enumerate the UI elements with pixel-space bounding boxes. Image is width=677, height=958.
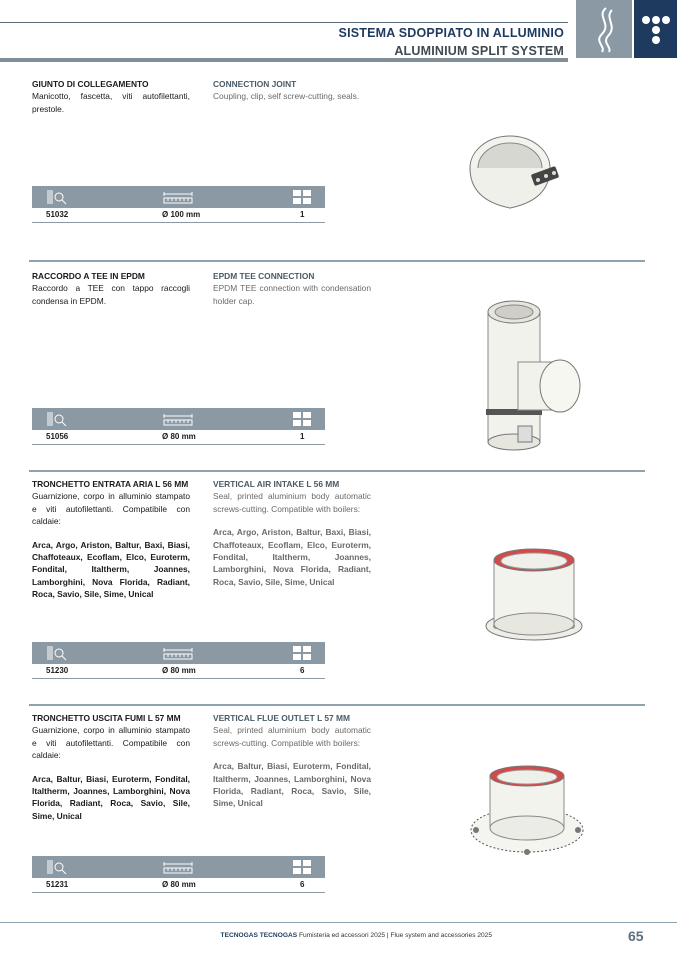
section-divider <box>29 260 645 262</box>
description-it <box>32 270 190 307</box>
compatible-brands-en: Arca, Baltur, Biasi, Euroterm, Fondital, Italtherm, Joannes, Lamborghini, Nova Florida, Radiant, Roca, Savio, Sile, Sime, Unical <box>213 761 371 809</box>
footer-caption: Fumisteria ed accessori 2025 | Flue system and accessories 2025 <box>298 932 492 939</box>
product-desc-it: Raccordo a TEE con tappo raccogli condensa in EPDM. <box>32 283 190 306</box>
product-desc-it: Guarnizione, corpo in alluminio stampato e viti autofilettanti. Compatibile con caldaie: <box>32 725 190 761</box>
product-desc-en: EPDM TEE connection with condensation holder cap. <box>213 283 371 306</box>
product-table <box>32 186 325 223</box>
table-rule <box>32 678 325 679</box>
compatible-brands-it: Arca, Baltur, Biasi, Euroterm, Fondital, Italtherm, Joannes, Lamborghini, Nova Florida, Radiant, Roca, Savio, Sile, Sime, Unical <box>32 773 190 821</box>
product-code: 51032 <box>46 210 69 219</box>
connection-joint-image <box>462 120 572 225</box>
header-rule <box>0 22 568 23</box>
product-code: 51231 <box>46 880 69 889</box>
product-diameter: Ø 80 mm <box>162 432 196 441</box>
product-title-en: VERTICAL FLUE OUTLET L 57 MM <box>213 713 350 723</box>
product-title-en: CONNECTION JOINT <box>213 79 297 89</box>
product-table <box>32 856 325 893</box>
page-number: 65 <box>628 928 644 944</box>
product-qty: 6 <box>300 880 305 889</box>
table-row <box>32 878 325 892</box>
footer-brand: TECNOGAS TECNOGAS <box>220 932 298 939</box>
table-rule <box>32 222 325 223</box>
air-intake-image <box>482 546 586 655</box>
product-table <box>32 642 325 679</box>
product-qty: 1 <box>300 210 305 219</box>
table-icon-header <box>32 186 325 208</box>
product-title-it: TRONCHETTO ENTRATA ARIA L 56 MM <box>32 479 189 489</box>
product-code: 51230 <box>46 666 69 675</box>
tee-connection-image <box>478 292 588 457</box>
flue-outlet-image <box>466 764 588 865</box>
header-bar <box>0 58 568 62</box>
description-it <box>32 78 190 115</box>
product-diameter: Ø 80 mm <box>162 880 196 889</box>
product-qty: 6 <box>300 666 305 675</box>
section-divider <box>29 704 645 706</box>
compatible-brands-en: Arca, Argo, Ariston, Baltur, Baxi, Biasi, Chaffoteaux, Ecoflam, Elco, Euroterm, Fondital, Italtherm, Joannes, Lamborghini, Nova Florida, Radiant, Roca, Savio, Sile, Sime, Unical <box>213 527 371 587</box>
product-diameter: Ø 100 mm <box>162 210 201 219</box>
description-it <box>32 478 190 601</box>
product-title-it: GIUNTO DI COLLEGAMENTO <box>32 79 149 89</box>
page-title: SISTEMA SDOPPIATO IN ALLUMINIO <box>338 26 564 40</box>
footer-rule <box>0 922 677 923</box>
compatible-brands-it: Arca, Argo, Ariston, Baltur, Baxi, Biasi, Chaffoteaux, Ecoflam, Elco, Euroterm, Fondital, Italtherm, Joannes, Lamborghini, Nova Florida, Radiant, Roca, Savio, Sile, Sime, Unical <box>32 539 190 600</box>
description-en <box>213 712 371 810</box>
product-title-it: RACCORDO A TEE IN EPDM <box>32 271 145 281</box>
page-subtitle: ALUMINIUM SPLIT SYSTEM <box>394 44 564 58</box>
section-divider <box>29 470 645 472</box>
description-it <box>32 712 190 822</box>
product-title-en: EPDM TEE CONNECTION <box>213 271 315 281</box>
description-en <box>213 478 371 588</box>
table-rule <box>32 892 325 893</box>
table-row <box>32 208 325 222</box>
table-rule <box>32 444 325 445</box>
footer-text <box>221 932 492 939</box>
dots-logo-icon <box>634 0 677 58</box>
table-row <box>32 430 325 444</box>
table-icon-header <box>32 642 325 664</box>
product-qty: 1 <box>300 432 305 441</box>
product-desc-en: Coupling, clip, self screw-cutting, seals. <box>213 91 360 102</box>
product-table <box>32 408 325 445</box>
product-desc-en: Seal, printed aluminium body automatic screws-cutting. Compatible with boilers: <box>213 491 371 514</box>
product-desc-it: Manicotto, fascetta, viti autofilettanti, prestole. <box>32 91 190 114</box>
product-title-it: TRONCHETTO USCITA FUMI L 57 MM <box>32 713 181 723</box>
table-icon-header <box>32 408 325 430</box>
product-title-en: VERTICAL AIR INTAKE L 56 MM <box>213 479 340 489</box>
product-diameter: Ø 80 mm <box>162 666 196 675</box>
table-row <box>32 664 325 678</box>
description-en <box>213 270 371 307</box>
flue-wave-icon <box>576 0 632 58</box>
product-desc-it: Guarnizione, corpo in alluminio stampato e viti autofilettanti. Compatibile con caldaie: <box>32 491 190 527</box>
product-desc-en: Seal, printed aluminium body automatic screws-cutting. Compatible with boilers: <box>213 725 371 748</box>
product-code: 51056 <box>46 432 69 441</box>
table-icon-header <box>32 856 325 878</box>
description-en <box>213 78 371 103</box>
